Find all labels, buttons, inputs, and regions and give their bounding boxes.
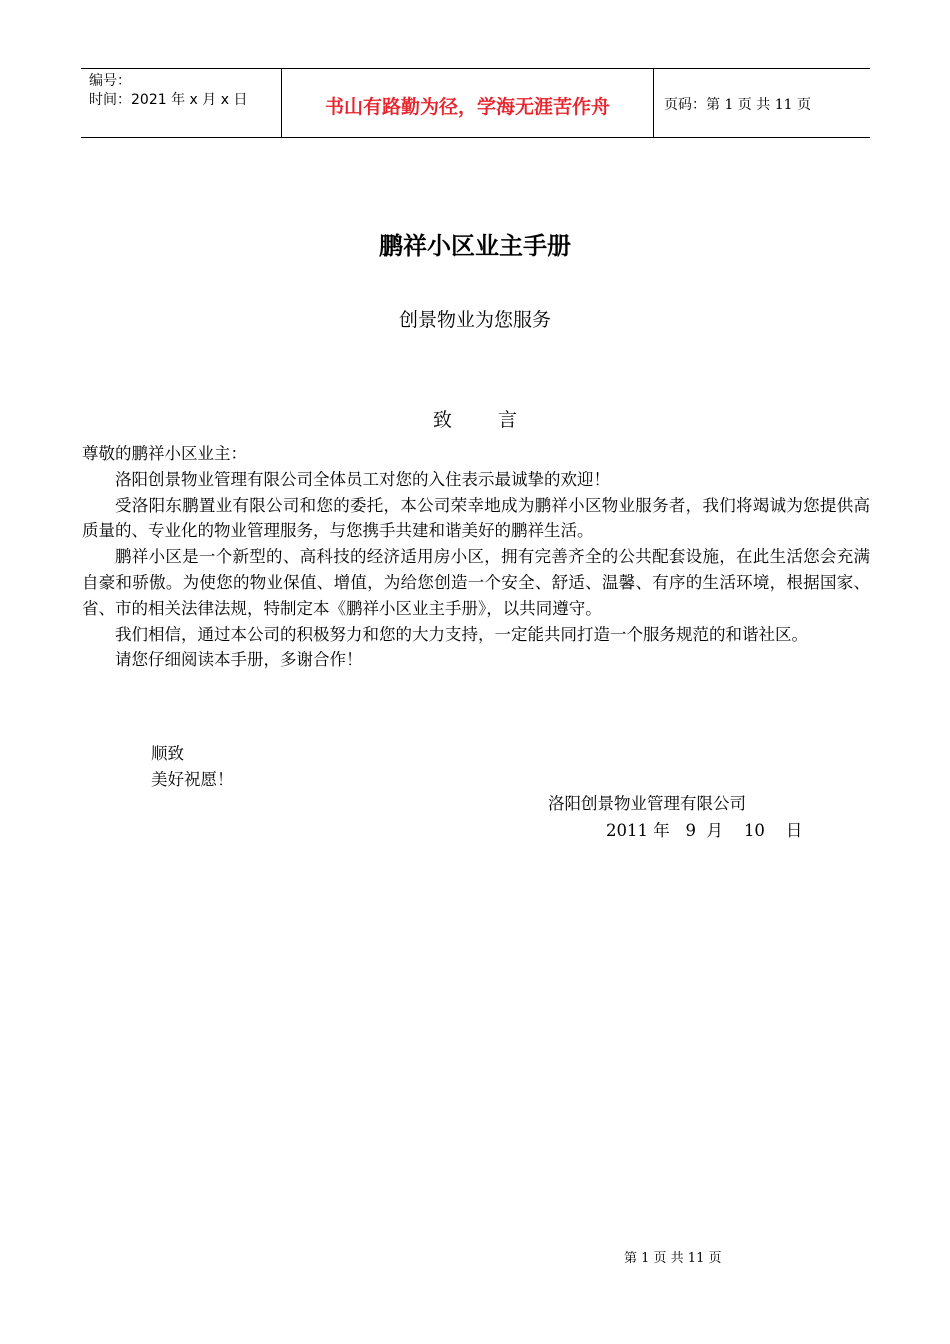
- paragraph: 我们相信，通过本公司的积极努力和您的大力支持，一定能共同打造一个服务规范的和谐社区。: [115, 624, 808, 644]
- header-time-label: 时间：2021 年 x 月 x 日: [89, 92, 248, 108]
- closing-line: 美好祝愿！: [151, 770, 234, 789]
- signature-block: [548, 790, 802, 844]
- signature-date: 2011 年 9 月 10 日: [606, 821, 803, 840]
- page-footer: 第 1 页 共 11 页: [624, 1251, 722, 1266]
- closing: [151, 741, 234, 793]
- closing-line: 顺致: [151, 744, 184, 763]
- page-header: [81, 68, 870, 138]
- paragraph: 受洛阳东鹏置业有限公司和您的委托，本公司荣幸地成为鹏祥小区物业服务者，我们将竭诚为您提供高质量的、专业化的物业管理服务，与您携手共建和谐美好的鹏祥生活。: [82, 495, 870, 541]
- signature-company: 洛阳创景物业管理有限公司: [548, 794, 746, 813]
- document-title: 鹏祥小区业主手册: [379, 232, 571, 260]
- paragraph: 洛阳创景物业管理有限公司全体员工对您的入住表示最诚挚的欢迎！: [115, 469, 610, 489]
- paragraph: 鹏祥小区是一个新型的、高科技的经济适用房小区，拥有完善齐全的公共配套设施，在此生活您会充满自豪和骄傲。为使您的物业保值、增值，为给您创造一个安全、舒适、温馨、有序的生活环境，根据国家、省、市的相关法律法规，特制定本《鹏祥小区业主手册》，以共同遵守。: [82, 547, 870, 618]
- header-motto-cell: [282, 69, 654, 137]
- header-page-cell: [654, 69, 870, 137]
- document-subtitle: 创景物业为您服务: [398, 309, 551, 331]
- header-motto: 书山有路勤为径，学海无涯苦作舟: [324, 95, 610, 118]
- letter-body: [82, 441, 870, 673]
- header-number-label: 编号：: [89, 73, 131, 89]
- paragraph: 请您仔细阅读本手册，多谢合作！: [115, 650, 363, 670]
- header-page-info: 页码：第 1 页 共 11 页: [664, 97, 811, 113]
- section-heading: 致言: [432, 409, 563, 431]
- header-info-cell: [81, 69, 282, 137]
- salutation: 尊敬的鹏祥小区业主：: [82, 444, 247, 463]
